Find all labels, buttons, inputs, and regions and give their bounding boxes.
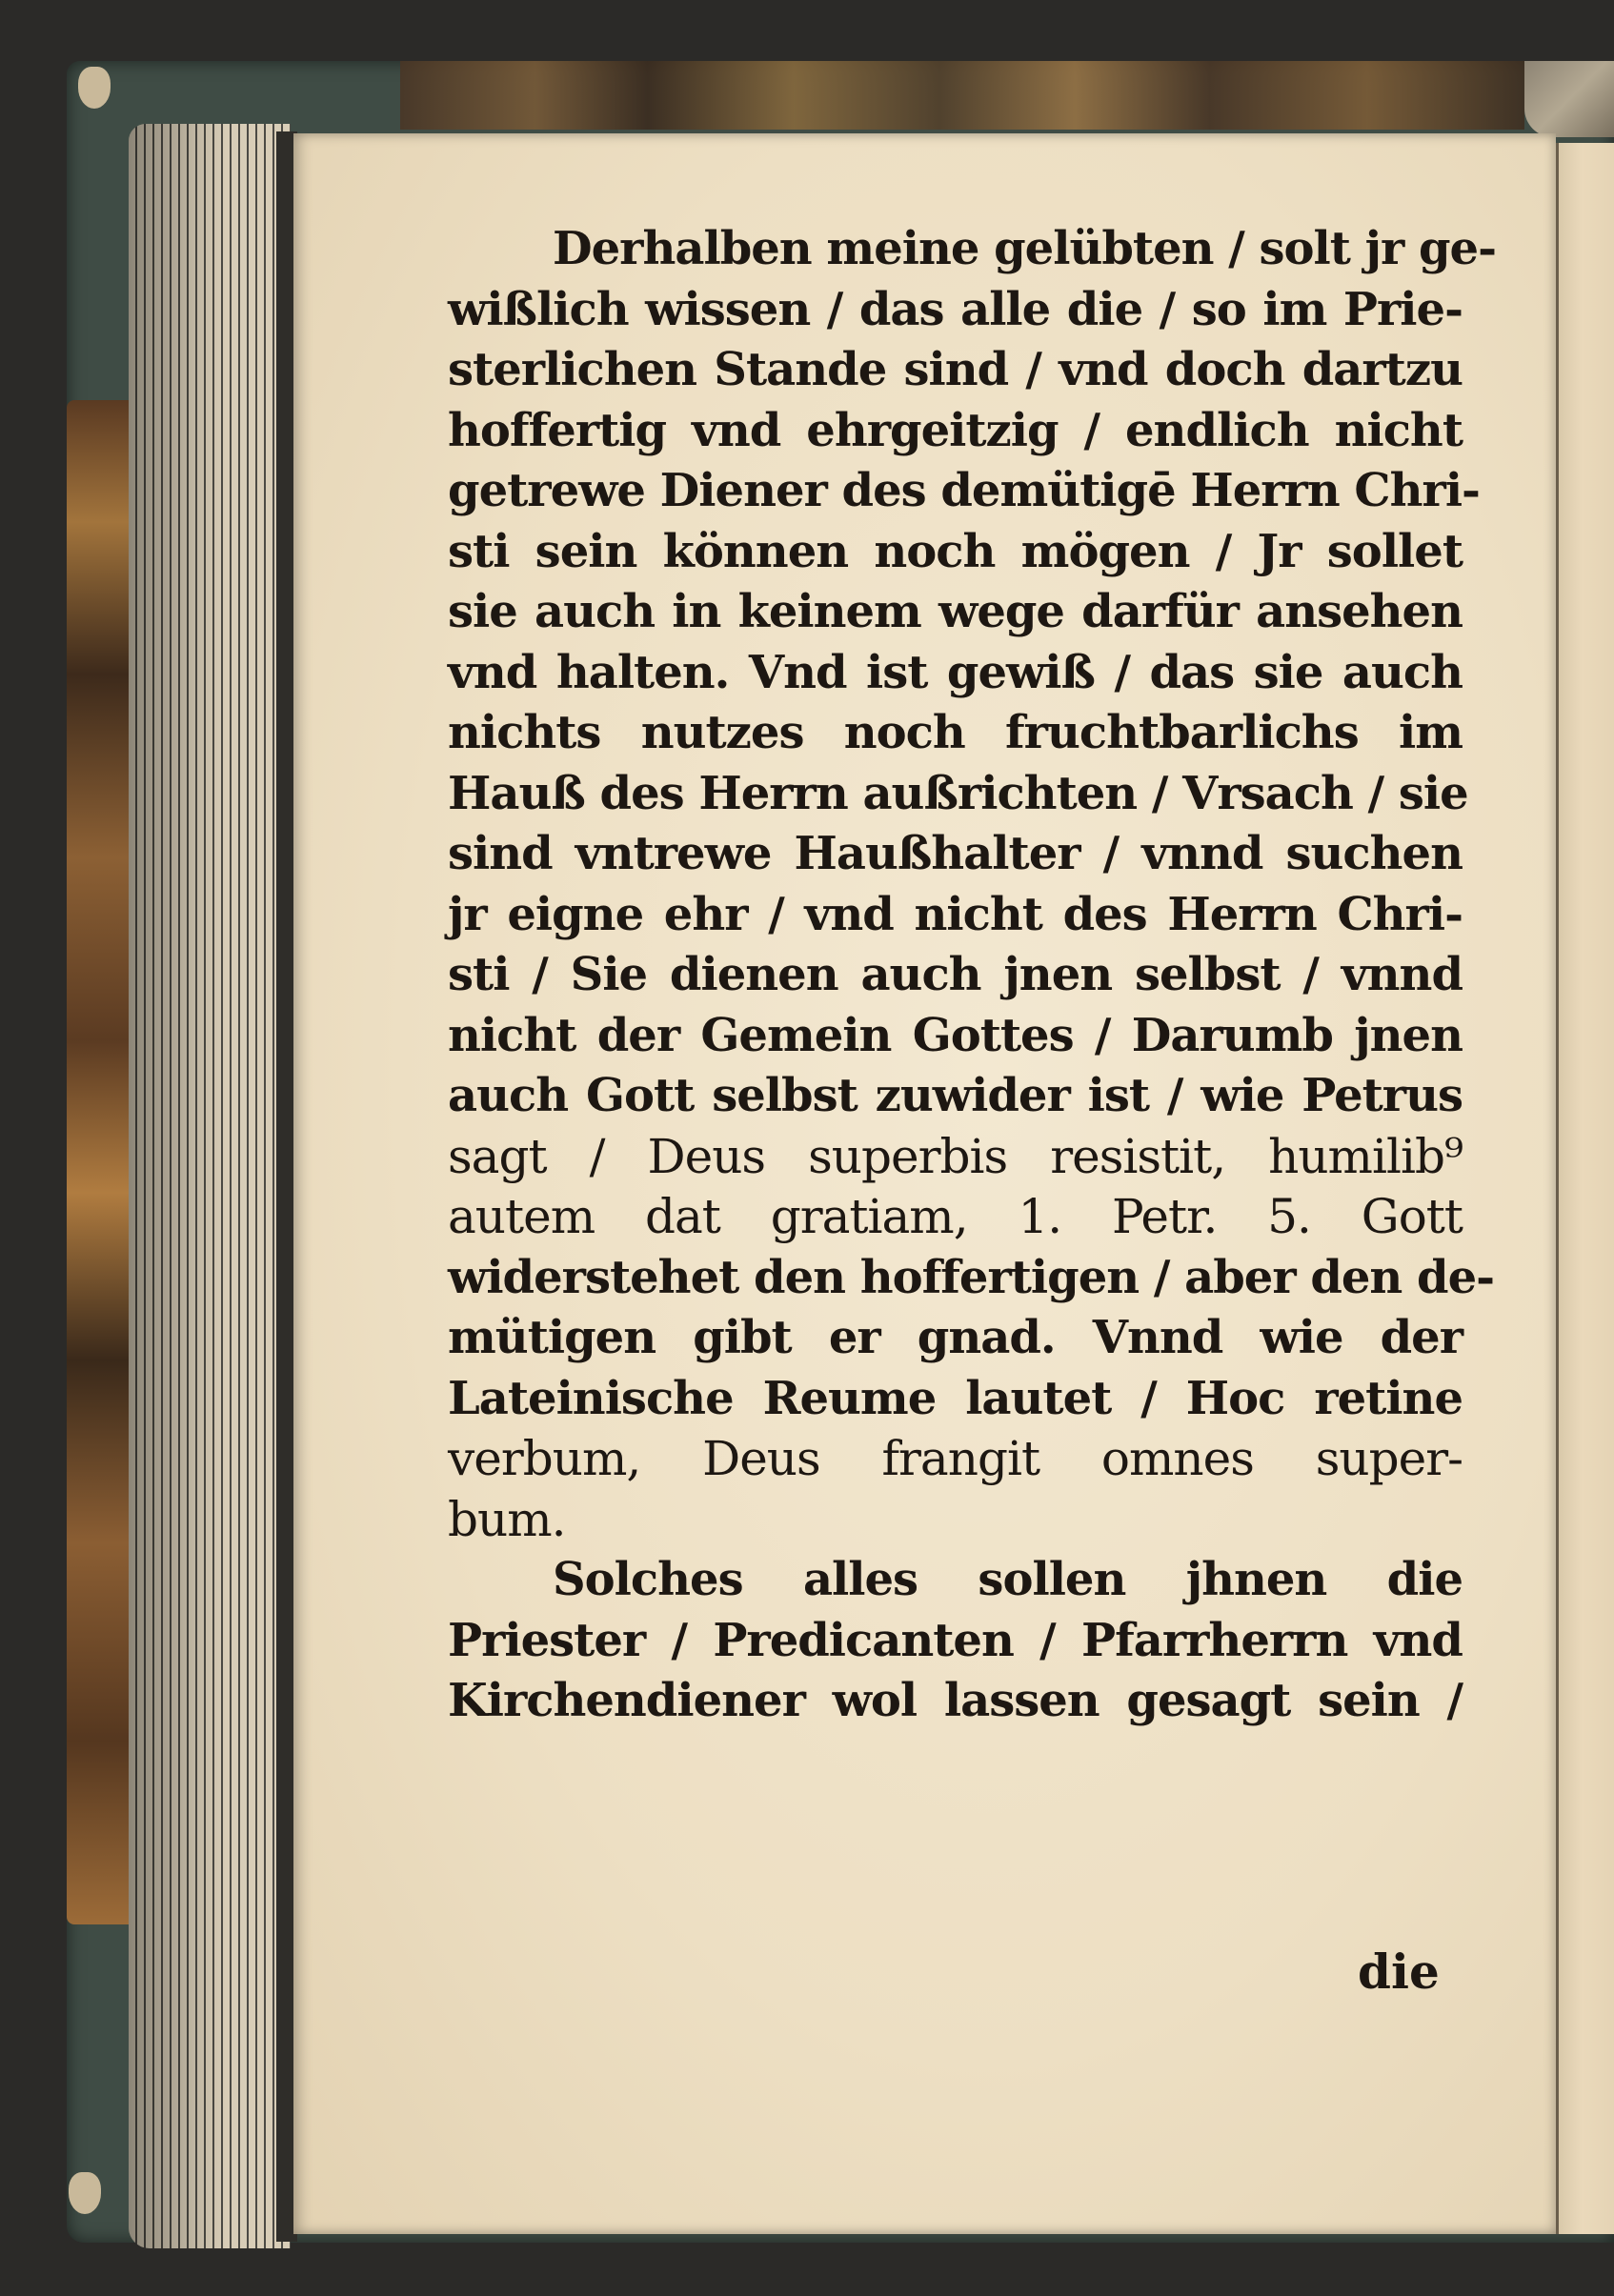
text-line: sti sein können noch mögen / Jr sollet [448, 524, 1463, 578]
text-line: widerstehet den hoffertigen / aber den de- [448, 1250, 1495, 1304]
text-line: verbum, Deus frangit omnes super- [448, 1431, 1463, 1486]
marbled-board-top [400, 61, 1524, 130]
text-line: Lateinische Reume lautet / Hoc retine [448, 1371, 1463, 1425]
text-line: Solches alles sollen jhnen die [553, 1553, 1463, 1606]
text-line: nichts nutzes noch fruchtbarlichs im [448, 706, 1463, 759]
text-line: Derhalben meine gelübten / solt jr ge- [553, 222, 1497, 275]
text-line: vnd halten. Vnd ist gewiß / das sie auch [448, 645, 1463, 699]
catchword: die [1358, 1944, 1440, 2000]
text-line: sind vntrewe Haußhalter / vnnd suchen [448, 827, 1463, 880]
text-line: Kirchendiener wol lassen gesagt sein / [448, 1674, 1463, 1727]
marbled-board-left [67, 400, 135, 1924]
page-edges [129, 124, 291, 2248]
text-line: nicht der Gemein Gottes / Darumb jnen [448, 1008, 1463, 1062]
facing-page-edge [1556, 143, 1614, 2234]
text-line: mütigen gibt er gnad. Vnnd wie der [448, 1311, 1463, 1364]
page-text-block [448, 219, 1497, 1732]
text-line: hoffertig vnd ehrgeitzig / endlich nicht [448, 403, 1463, 457]
text-line: sti / Sie dienen auch jnen selbst / vnnd [448, 948, 1463, 1001]
cover-corner-bottom [69, 2172, 101, 2214]
text-line: getrewe Diener des demütigē Herrn Chri- [448, 464, 1480, 517]
cover-corner-top [78, 67, 111, 109]
bleed-through-text [476, 1924, 1429, 1963]
text-line: autem dat gratiam, 1. Petr. 5. Gott [448, 1189, 1463, 1244]
bookmark-ribbon [1524, 61, 1614, 137]
text-line: wißlich wissen / das alle die / so im Prie- [448, 282, 1463, 336]
text-line: Hauß des Herrn außrichten / Vrsach / sie [448, 766, 1468, 820]
text-line: sagt / Deus superbis resistit, humilib⁹ [448, 1128, 1463, 1184]
text-line: Priester / Predicanten / Pfarrherrn vnd [448, 1613, 1463, 1667]
text-line: bum. [448, 1491, 566, 1547]
text-line: sie auch in keinem wege darfür ansehen [448, 585, 1463, 638]
text-line: sterlichen Stande sind / vnd doch dartzu [448, 343, 1463, 396]
text-line: auch Gott selbst zuwider ist / wie Petrus [448, 1069, 1463, 1122]
text-line: jr eigne ehr / vnd nicht des Herrn Chri- [448, 887, 1463, 941]
